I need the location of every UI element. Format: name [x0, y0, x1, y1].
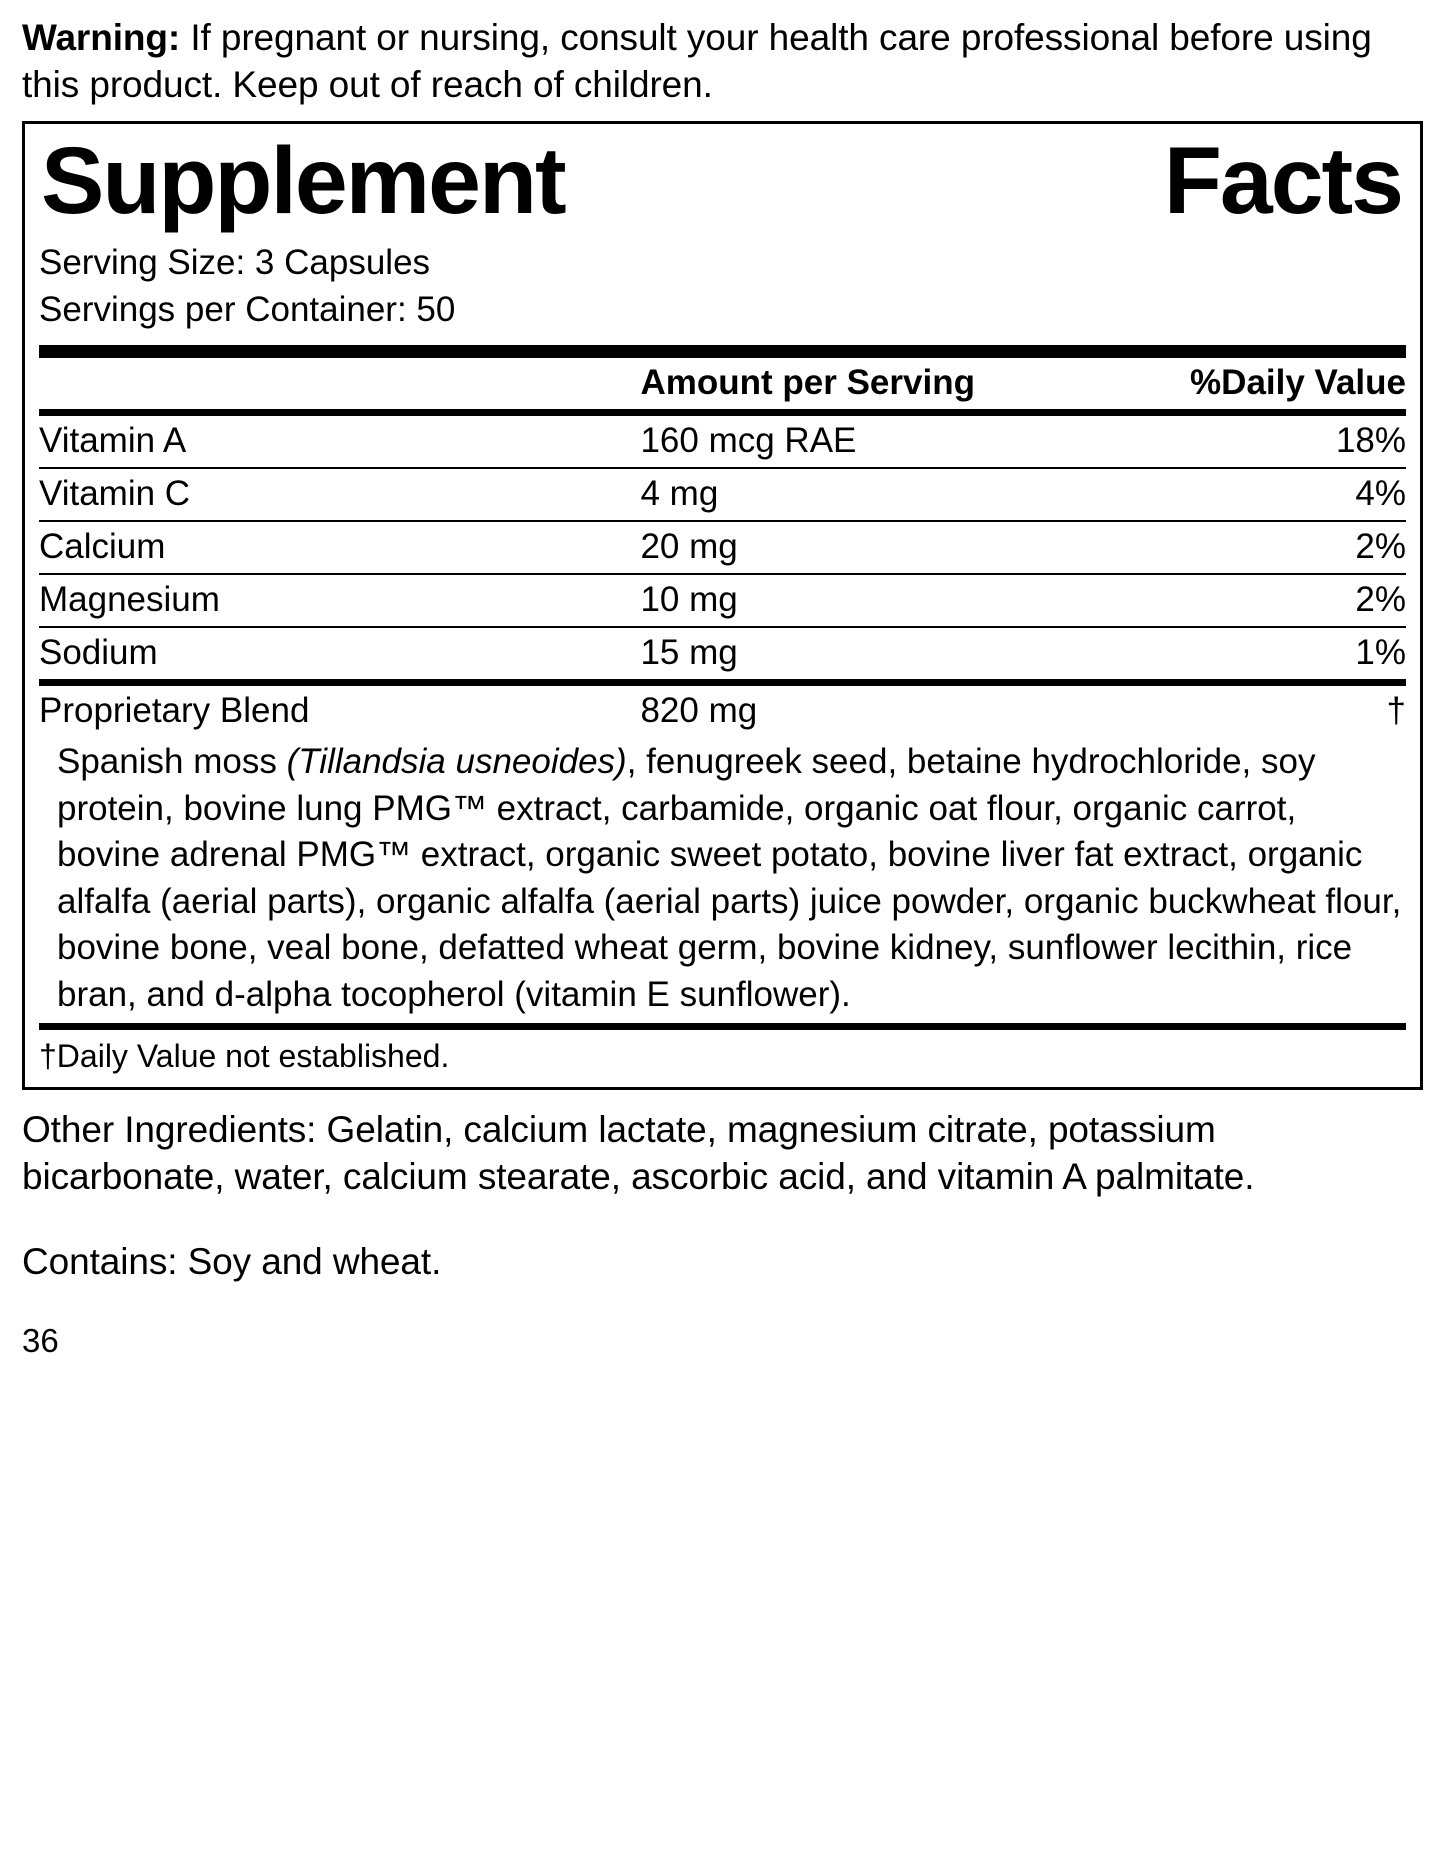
- nutrient-amount: 15 mg: [640, 627, 1105, 683]
- table-row: [39, 468, 1406, 521]
- warning-paragraph: [22, 14, 1423, 109]
- nutrient-dv: 18%: [1335, 421, 1406, 461]
- nutrient-amount: 4 mg: [640, 468, 1105, 521]
- contains-statement: Contains: Soy and wheat.: [22, 1240, 442, 1282]
- nutrient-name: Vitamin C: [39, 468, 640, 521]
- warning-label: Warning:: [22, 17, 181, 58]
- blend-name: Proprietary Blend: [39, 683, 640, 738]
- nutrient-dv: 2%: [1105, 574, 1406, 627]
- table-row: [39, 521, 1406, 574]
- nutrient-amount: 10 mg: [640, 574, 1105, 627]
- header-daily-value: %Daily Value: [1190, 363, 1406, 403]
- blend-ingredients-latin: (Tillandsia usneoides): [286, 742, 627, 782]
- table-row: [39, 416, 1406, 468]
- page-number: 36: [22, 1322, 59, 1360]
- table-row: [39, 627, 1406, 683]
- panel-title-word-supplement: Supplement: [41, 127, 565, 234]
- nutrient-rows-table: [39, 416, 1406, 737]
- nutrient-name: Sodium: [39, 627, 640, 683]
- nutrient-name: Calcium: [39, 521, 640, 574]
- supplement-facts-panel: [22, 121, 1423, 1090]
- servings-per-container: Servings per Container: 50: [39, 289, 456, 329]
- daily-value-footnote: †Daily Value not established.: [39, 1037, 450, 1074]
- nutrient-amount: 160 mcg RAE: [640, 421, 857, 461]
- panel-title: [39, 127, 1406, 234]
- blend-ingredients-post: , fenugreek seed, betaine hydrochloride, soy protein, bovine lung PMG™ extract, carbamide, organic oat flour, organic carrot, bovine adrenal PMG™ extract, organic sweet potato, bovine liver fat extract, organic alfalfa (aerial parts), organic alfalfa (aerial parts) juice powder, organic buckwheat flour, bovine bone, veal bone, defatted wheat germ, bovine kidney, sunflower lecithin, rice bran, and d-alpha tocopherol (vitamin E sunflower).: [57, 742, 1402, 1014]
- nutrition-table: [39, 358, 1406, 409]
- table-row: [39, 574, 1406, 627]
- panel-rule-under-headers: [39, 409, 1406, 416]
- panel-title-word-facts: Facts: [1163, 127, 1402, 234]
- warning-text: If pregnant or nursing, consult your health care professional before using this product. Keep out of reach of children.: [22, 17, 1372, 106]
- nutrient-dv: 2%: [1105, 521, 1406, 574]
- blend-ingredients: [39, 737, 1406, 1022]
- serving-size: Serving Size: 3 Capsules: [39, 242, 431, 282]
- nutrient-name: Magnesium: [39, 574, 640, 627]
- nutrient-name: Vitamin A: [39, 421, 187, 461]
- panel-rule-bottom: [39, 1023, 1406, 1030]
- proprietary-blend-row: [39, 683, 1406, 738]
- blend-ingredients-pre: Spanish moss: [57, 742, 287, 782]
- header-nutrient: [39, 358, 640, 409]
- table-header-row: [39, 358, 1406, 409]
- nutrient-dv: 1%: [1105, 627, 1406, 683]
- header-amount-per-serving: Amount per Serving: [640, 363, 975, 403]
- blend-amount: 820 mg: [640, 683, 1105, 738]
- panel-rule-thick-top: [39, 345, 1406, 358]
- other-ingredients: Other Ingredients: Gelatin, calcium lactate, magnesium citrate, potassium bicarbonate, water, calcium stearate, ascorbic acid, and vitamin A palmitate.: [22, 1109, 1255, 1198]
- nutrient-amount: 20 mg: [640, 521, 1105, 574]
- blend-dv: †: [1105, 683, 1406, 738]
- nutrient-dv: 4%: [1105, 468, 1406, 521]
